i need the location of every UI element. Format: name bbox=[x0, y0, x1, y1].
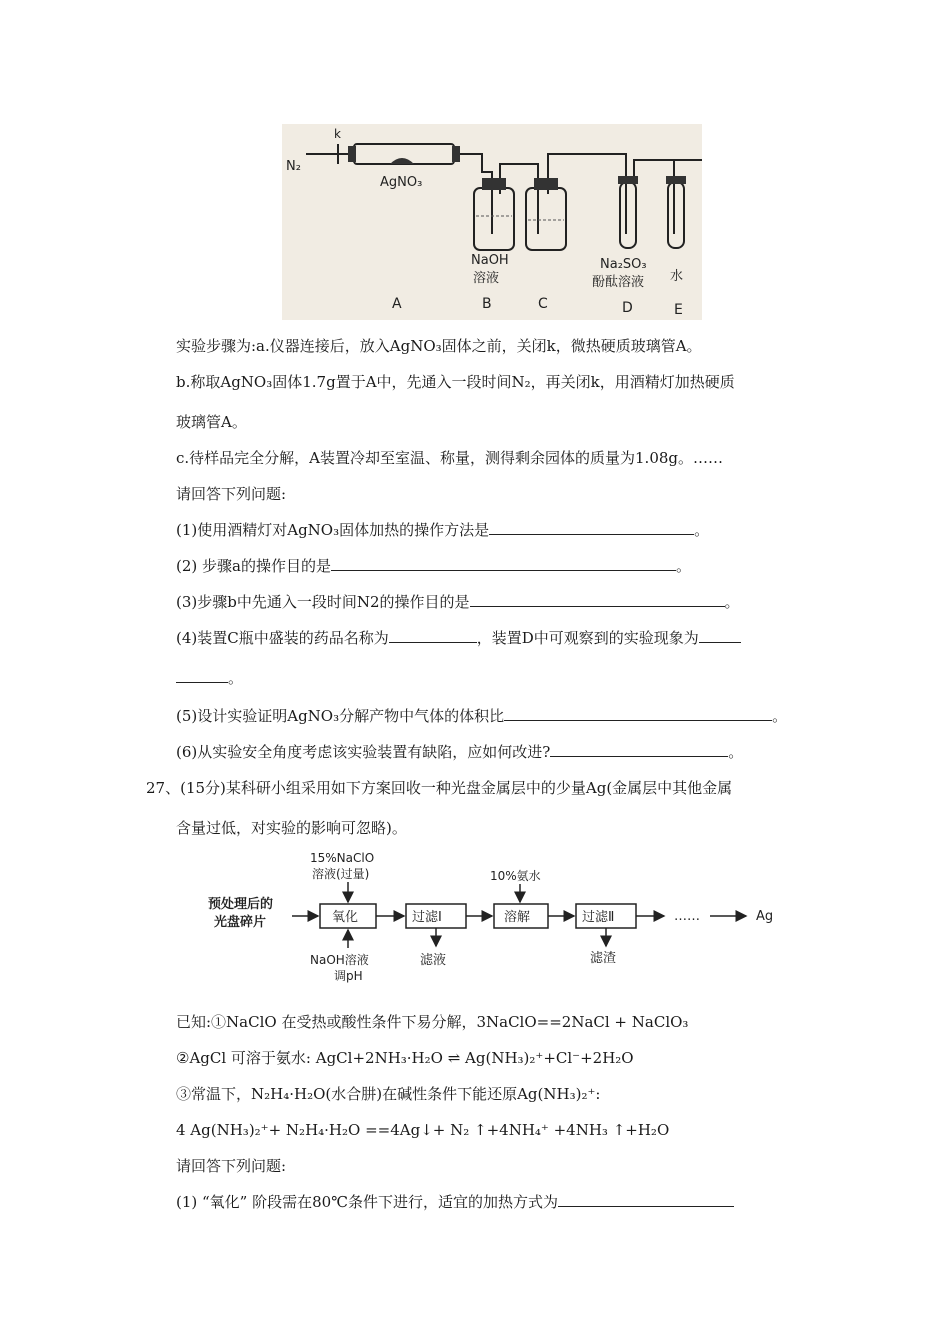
flow-box-oxidation-label: 氧化 bbox=[332, 910, 359, 925]
questions-prompt-27: 请回答下列问题: bbox=[176, 1157, 287, 1175]
flow-reagent-ammonia: 10%氨水 bbox=[490, 869, 541, 883]
flow-reagent-naoh-line1: NaOH溶液 bbox=[310, 953, 369, 967]
flow-chart-diagram bbox=[198, 848, 788, 988]
station-a: A bbox=[392, 296, 402, 312]
q26-5-end: 。 bbox=[772, 707, 788, 725]
q26-1 bbox=[176, 520, 709, 540]
q26-1-end: 。 bbox=[694, 521, 710, 539]
test-tube-e bbox=[668, 182, 684, 248]
station-d: D bbox=[622, 300, 633, 316]
station-b: B bbox=[482, 296, 492, 312]
reagent-b-line1: NaOH bbox=[471, 253, 509, 268]
q26-2-answer-blank[interactable] bbox=[331, 556, 676, 571]
flow-dots: …… bbox=[674, 909, 700, 924]
q26-1-answer-blank[interactable] bbox=[489, 520, 694, 535]
step-b-line2: 玻璃管A。 bbox=[176, 413, 247, 431]
q26-6-end: 。 bbox=[728, 743, 744, 761]
q26-5 bbox=[176, 706, 787, 726]
flow-chart bbox=[198, 848, 788, 988]
bottle-c bbox=[526, 188, 566, 250]
q26-3 bbox=[176, 592, 740, 612]
q26-1-text: (1)使用酒精灯对AgNO₃固体加热的操作方法是 bbox=[176, 521, 490, 539]
n2-label: N₂ bbox=[286, 159, 301, 174]
test-tube-d-stopper bbox=[618, 176, 638, 184]
bottle-b-stopper bbox=[482, 178, 506, 190]
q26-6 bbox=[176, 742, 743, 762]
q26-4-end: 。 bbox=[228, 669, 244, 687]
known-2: ②AgCl 可溶于氨水: AgCl+2NH₃·H₂O ⇌ Ag(NH₃)₂⁺+Cl⁻+2H₂O bbox=[176, 1049, 634, 1067]
flow-out-residue: 滤渣 bbox=[590, 951, 617, 966]
flow-box-filter-2-label: 过滤Ⅱ bbox=[582, 910, 615, 925]
reagent-d-line1: Na₂SO₃ bbox=[600, 257, 647, 272]
flow-start-line2: 光盘碎片 bbox=[214, 915, 267, 930]
tube-c-d bbox=[548, 154, 626, 234]
questions-prompt-26: 请回答下列问题: bbox=[176, 485, 287, 503]
tube-b-c bbox=[500, 164, 538, 234]
flow-reagent-naclo-line1: 15%NaClO bbox=[310, 851, 375, 865]
flow-out-filtrate: 滤液 bbox=[420, 953, 447, 968]
flow-box-filter-1-label: 过滤Ⅰ bbox=[412, 910, 442, 925]
q26-4-answer-blank-1[interactable] bbox=[389, 628, 477, 643]
flow-end-ag: Ag bbox=[756, 909, 774, 924]
q27-1-answer-blank[interactable] bbox=[558, 1192, 734, 1207]
q27-1 bbox=[176, 1192, 734, 1212]
agno3-sample bbox=[390, 158, 414, 164]
step-c: c.待样品完全分解，A装置冷却至室温、称量，测得剩余园体的质量为1.08g。…… bbox=[176, 449, 724, 467]
apparatus-diagram bbox=[282, 124, 702, 320]
station-c: C bbox=[538, 296, 548, 312]
test-tube-d bbox=[620, 182, 636, 248]
q26-4-text-a: (4)装置C瓶中盛装的药品名称为 bbox=[176, 629, 389, 647]
known-4: 4 Ag(NH₃)₂⁺+ N₂H₄·H₂O ==4Ag↓+ N₂ ↑+4NH₄⁺ +4NH₃ ↑+H₂O bbox=[176, 1121, 670, 1139]
q26-3-answer-blank[interactable] bbox=[470, 592, 725, 607]
test-tube-e-stopper bbox=[666, 176, 686, 184]
q26-5-text: (5)设计实验证明AgNO₃分解产物中气体的体积比 bbox=[176, 707, 505, 725]
q26-4-text-b: ，装置D中可观察到的实验现象为 bbox=[476, 629, 699, 647]
q26-4-answer-blank-3[interactable] bbox=[176, 668, 228, 683]
q27-header-line2: 含量过低，对实验的影响可忽略)。 bbox=[176, 819, 407, 837]
step-a: 实验步骤为:a.仪器连接后，放入AgNO₃固体之前，关闭k，微热硬质玻璃管A。 bbox=[176, 337, 702, 355]
flow-reagent-naoh-line2: 调pH bbox=[334, 969, 363, 983]
bottle-b bbox=[474, 188, 514, 250]
q26-2 bbox=[176, 556, 691, 576]
flow-box-dissolve-label: 溶解 bbox=[504, 910, 531, 925]
q26-2-end: 。 bbox=[675, 557, 691, 575]
reagent-d-line2: 酚酞溶液 bbox=[592, 275, 645, 290]
known-1: 已知:①NaClO 在受热或酸性条件下易分解，3NaClO==2NaCl + NaClO₃ bbox=[176, 1013, 689, 1031]
agno3-label: AgNO₃ bbox=[380, 175, 423, 190]
q26-4-answer-blank-2[interactable] bbox=[699, 628, 741, 643]
stopper-left bbox=[348, 146, 356, 162]
valve-k-label: k bbox=[334, 127, 341, 141]
q26-4 bbox=[176, 628, 741, 648]
q26-3-text: (3)步骤b中先通入一段时间N2的操作目的是 bbox=[176, 593, 470, 611]
q26-5-answer-blank[interactable] bbox=[504, 706, 772, 721]
q26-4-cont bbox=[176, 668, 243, 688]
reagent-b-line2: 溶液 bbox=[473, 271, 500, 286]
known-3: ③常温下，N₂H₄·H₂O(水合肼)在碱性条件下能还原Ag(NH₃)₂⁺: bbox=[176, 1085, 601, 1103]
q26-2-text: (2) 步骤a的操作目的是 bbox=[176, 557, 331, 575]
flow-start-line1: 预处理后的 bbox=[208, 897, 274, 912]
q26-3-end: 。 bbox=[724, 593, 740, 611]
bottle-c-stopper bbox=[534, 178, 558, 190]
q27-header-line1: 27、(15分)某科研小组采用如下方案回收一种光盘金属层中的少量Ag(金属层中其他金属 bbox=[146, 779, 733, 797]
apparatus-figure bbox=[282, 124, 702, 320]
stopper-right bbox=[452, 146, 460, 162]
flow-reagent-naclo-line2: 溶液(过量) bbox=[312, 867, 370, 881]
reagent-e-label: 水 bbox=[670, 269, 684, 284]
station-e: E bbox=[674, 302, 683, 318]
q26-6-answer-blank[interactable] bbox=[550, 742, 728, 757]
tube-a-b bbox=[460, 154, 492, 234]
q27-1-text: (1) “氧化” 阶段需在80℃条件下进行，适宜的加热方式为 bbox=[176, 1193, 558, 1211]
q26-6-text: (6)从实验安全角度考虑该实验装置有缺陷，应如何改进? bbox=[176, 743, 551, 761]
step-b-line1: b.称取AgNO₃固体1.7g置于A中，先通入一段时间N₂，再关闭k，用酒精灯加热硬质 bbox=[176, 373, 735, 391]
